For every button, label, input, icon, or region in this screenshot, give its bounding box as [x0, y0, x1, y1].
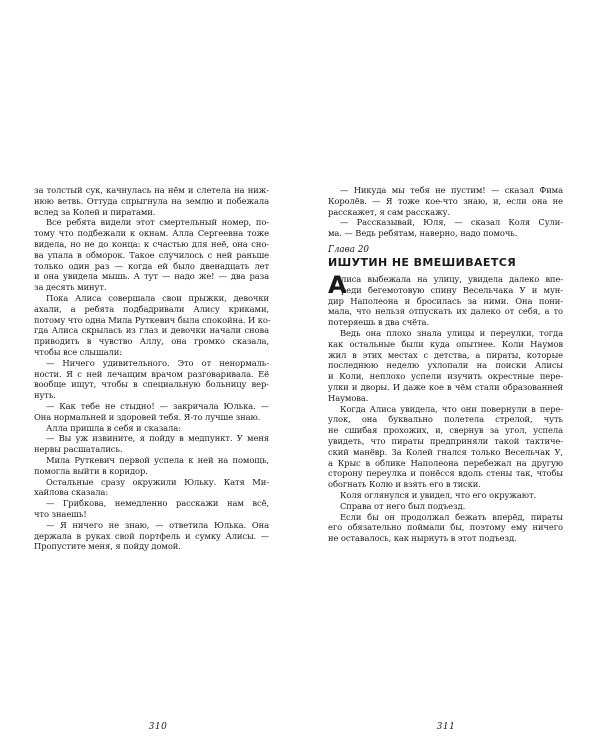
- text-line: дир Наполеона и бросилась за ними. Она пони-: [328, 295, 563, 306]
- text-line: что знаешь!: [34, 508, 87, 519]
- text-line: ма. — Ведь ребятам, наверно, надо помочь.: [328, 228, 518, 239]
- text-line: Она нормальней и здоровей тебя. Я-то лучше знаю.: [34, 411, 261, 422]
- text-line: только один раз — когда ей было двенадцать лет: [34, 260, 269, 271]
- text-line: вслед за Колей и пиратами.: [34, 206, 156, 217]
- text-line: — Вы уж извините, я пойду в медпункт. У меня: [46, 433, 269, 444]
- text-line: Наумова.: [328, 392, 369, 403]
- right-page-text-top: [328, 185, 563, 239]
- text-line: жил в этих местах с детства, а пираты, которые: [328, 349, 563, 360]
- text-line: держала в руках свой портфель и сумку Алисы. —: [34, 530, 269, 541]
- text-line: Когда Алиса увидела, что они повернули в пере-: [340, 403, 563, 414]
- text-line: чтобы все слышали:: [34, 346, 122, 357]
- text-line: — Никуда мы тебя не пустим! — сказал Фима: [340, 185, 563, 195]
- text-line: Справа от него был подъезд.: [340, 500, 466, 511]
- text-line: потеряешь в два счёта.: [328, 317, 429, 328]
- text-line: и Коли, неплохо успели изучить окрестные пере-: [328, 371, 563, 382]
- text-line: — Как тебе не стыдно! — закричала Юлька. —: [46, 400, 269, 411]
- chapter-title: ИШУТИН НЕ ВМЕШИВАЕТСЯ: [328, 255, 517, 269]
- text-line: Все ребята видели этот смертельный номер, по-: [46, 217, 269, 228]
- text-line: последнюю неделю ухлопали на поиски Алисы: [328, 360, 563, 371]
- text-line: сторону переулка и понёсся вдоль стены так, чтобы: [328, 468, 563, 479]
- text-line: нервы расшатались.: [34, 444, 123, 455]
- text-line: — Рассказывай, Юля, — сказал Коля Сули-: [340, 217, 563, 228]
- text-line: Пока Алиса совершала свои прыжки, девочки: [46, 292, 269, 303]
- text-line: Коля оглянулся и увидел, что его окружают.: [340, 489, 537, 500]
- text-line: увидеть, что пираты предприняли такой тактиче-: [328, 435, 563, 446]
- text-line: — Грибкова, немедленно расскажи нам всё,: [46, 498, 269, 509]
- text-line: Ведь она плохо знала улицы и переулки, тогда: [340, 327, 563, 338]
- text-line: Мила Руткевич первой успела к ней на помощь,: [46, 454, 269, 465]
- text-line: тому что подбежали к окнам. Алла Сергеевна тоже: [34, 228, 269, 239]
- text-line: нуть.: [34, 390, 56, 401]
- text-line: ахали, а ребята подбадривали Алису криками,: [34, 303, 269, 314]
- chapter-opening: [328, 270, 563, 299]
- text-line: за десять минут.: [34, 282, 107, 293]
- text-line: ский манёвр. За Колей гнался только Весельчак У,: [328, 446, 563, 457]
- text-line: — Я ничего не знаю, — ответила Юлька. Она: [46, 519, 269, 530]
- text-line: потому что одна Мила Руткевич была спокойна. И ко-: [34, 314, 271, 325]
- text-line: и она увидела мышь. А тут — надо же! — два раза: [34, 271, 269, 282]
- text-line: обогнать Колю и взять его в тиски.: [328, 479, 481, 490]
- drop-cap: А: [328, 270, 347, 299]
- text-line: ности. Я с ней лечащим врачом разговаривала. Её: [34, 368, 269, 379]
- text-line: Остальные сразу окружили Юльку. Катя Ми-: [46, 476, 269, 487]
- text-line: улки и дворы. И даже кое в чём стали образованней: [328, 381, 563, 392]
- text-line: реди бегемотовую спину Весельчака У и мун-: [341, 284, 563, 295]
- text-line: Пропустите меня, я пойду домой.: [34, 541, 181, 552]
- text-line: помогла выйти в коридор.: [34, 465, 148, 476]
- text-line: хайлова сказала:: [34, 487, 109, 498]
- text-line: Королёв. — Я тоже кое-что знаю, и, если она не: [328, 195, 563, 206]
- text-line: за толстый сук, качнулась на нём и слетела на ниж-: [34, 185, 269, 195]
- text-line: лиса выбежала на улицу, увидела далеко впе-: [341, 273, 563, 284]
- text-line: не сшибая прохожих, и, свернув за угол, успела: [328, 425, 563, 436]
- text-line: видела, но не до конца: к счастью для неё, она сно-: [34, 238, 269, 249]
- text-line: нюю ветвь. Оттуда спрыгнула на землю и побежала: [34, 195, 269, 206]
- right-page-text-bottom: [328, 296, 563, 544]
- left-page: [34, 185, 269, 552]
- text-line: как остальные были куда опытнее. Коли Наумов: [328, 338, 563, 349]
- text-line: — Ничего удивительного. Это от ненормаль-: [46, 357, 269, 368]
- text-line: мала, что нельзя отпускать их далеко от себя, а то: [328, 306, 563, 317]
- text-line: улок, она буквально полетела стрелой, чуть: [328, 414, 563, 425]
- text-line: ва упала в обморок. Такое случилось с ней раньше: [34, 249, 269, 260]
- right-page: [328, 185, 563, 544]
- text-line: не оставалось, как нырнуть в этот подъезд.: [328, 533, 517, 544]
- text-line: Если бы он продолжал бежать вперёд, пираты: [340, 511, 563, 522]
- text-line: а Крыс в облике Наполеона перебежал на другую: [328, 457, 563, 468]
- page-number-left: 310: [148, 722, 168, 732]
- chapter-label: Глава 20: [328, 244, 370, 255]
- text-line: приводить в чувство Аллу, она громко сказала,: [34, 336, 269, 347]
- left-page-text: [34, 185, 269, 552]
- page-number-right: 311: [436, 722, 456, 732]
- text-line: вообще ищут, чтобы в специальную больницу вер-: [34, 379, 269, 390]
- text-line: его обязательно поймали бы, поэтому ему ничего: [328, 522, 563, 533]
- text-line: гда Алиса скрылась из глаз и девочки начали снова: [34, 325, 269, 336]
- text-line: расскажет, я сам расскажу.: [328, 206, 451, 217]
- text-line: Алла пришла в себя и сказала:: [46, 422, 181, 433]
